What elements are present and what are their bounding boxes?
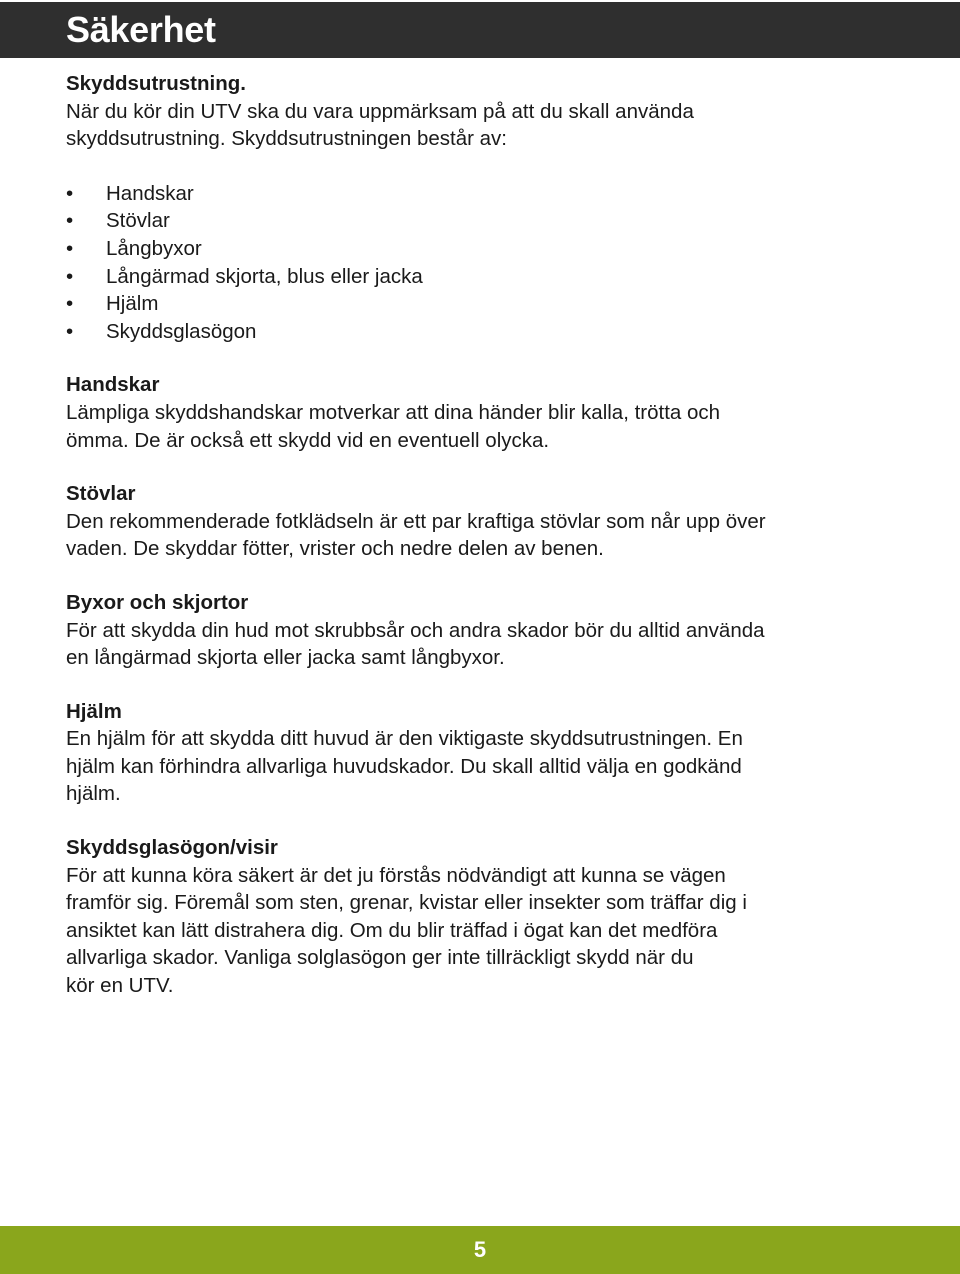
title-bar — [0, 2, 960, 58]
list-item-label: Stövlar — [106, 209, 170, 233]
section-line: För att kunna köra säkert är det ju förstås nödvändigt att kunna se vägen — [66, 863, 726, 887]
section-skyddsglasogon — [66, 834, 886, 1000]
section-heading: Hjälm — [66, 699, 122, 723]
section-heading: Byxor och skjortor — [66, 590, 249, 614]
bullet-icon: • — [66, 292, 74, 316]
section-line: hjälm kan förhindra allvarliga huvudskador. Du skall alltid välja en godkänd — [66, 754, 742, 778]
bullet-icon: • — [66, 181, 74, 205]
list-item — [66, 263, 886, 291]
section-line: framför sig. Föremål som sten, grenar, kvistar eller insekter som träffar dig i — [66, 891, 747, 915]
section-line: En hjälm för att skydda ditt huvud är den viktigaste skyddsutrustningen. En — [66, 727, 743, 751]
section-line: ansiktet kan lätt distrahera dig. Om du blir träffad i ögat kan det medföra — [66, 918, 718, 942]
section-heading: Handskar — [66, 373, 160, 397]
footer-bar — [0, 1226, 960, 1274]
bullet-icon: • — [66, 319, 74, 343]
section-line: ömma. De är också ett skydd vid en eventuell olycka. — [66, 428, 550, 452]
section-heading: Stövlar — [66, 482, 136, 506]
list-item — [66, 235, 886, 263]
section-line: en långärmad skjorta eller jacka samt långbyxor. — [66, 646, 505, 670]
bullet-icon: • — [66, 264, 74, 288]
list-item-label: Långbyxor — [106, 236, 202, 260]
list-item-label: Handskar — [106, 181, 194, 205]
section-hjalm — [66, 698, 886, 808]
section-line: allvarliga skador. Vanliga solglasögon ger inte tillräckligt skydd när du — [66, 946, 694, 970]
page-content — [66, 70, 886, 1026]
list-item — [66, 290, 886, 318]
list-item-label: Långärmad skjorta, blus eller jacka — [106, 264, 423, 288]
list-item-label: Skyddsglasögon — [106, 319, 257, 343]
equipment-list — [66, 180, 886, 346]
list-item — [66, 207, 886, 235]
bullet-icon: • — [66, 209, 74, 233]
section-line: För att skydda din hud mot skrubbsår och andra skador bör du alltid använda — [66, 618, 765, 642]
intro-heading: Skyddsutrustning. — [66, 72, 246, 95]
section-line: kör en UTV. — [66, 974, 174, 998]
list-item — [66, 318, 886, 346]
section-line: vaden. De skyddar fötter, vrister och nedre delen av benen. — [66, 537, 604, 561]
section-handskar — [66, 371, 886, 454]
list-item-label: Hjälm — [106, 292, 159, 316]
section-heading: Skyddsglasögon/visir — [66, 836, 278, 860]
page-number: 5 — [473, 1237, 487, 1262]
section-stovlar — [66, 480, 886, 563]
bullet-icon: • — [66, 236, 74, 260]
intro-line: skyddsutrustning. Skyddsutrustningen består av: — [66, 127, 507, 151]
section-byxor-och-skjortor — [66, 589, 886, 672]
intro-line: När du kör din UTV ska du vara uppmärksam på att du skall använda — [66, 99, 694, 123]
section-line: Lämpliga skyddshandskar motverkar att dina händer blir kalla, trötta och — [66, 400, 721, 424]
section-line: hjälm. — [66, 782, 121, 806]
intro-section — [66, 70, 886, 153]
list-item — [66, 180, 886, 208]
section-line: Den rekommenderade fotklädseln är ett par kraftiga stövlar som når upp över — [66, 509, 766, 533]
page-title: Säkerhet — [66, 9, 216, 50]
